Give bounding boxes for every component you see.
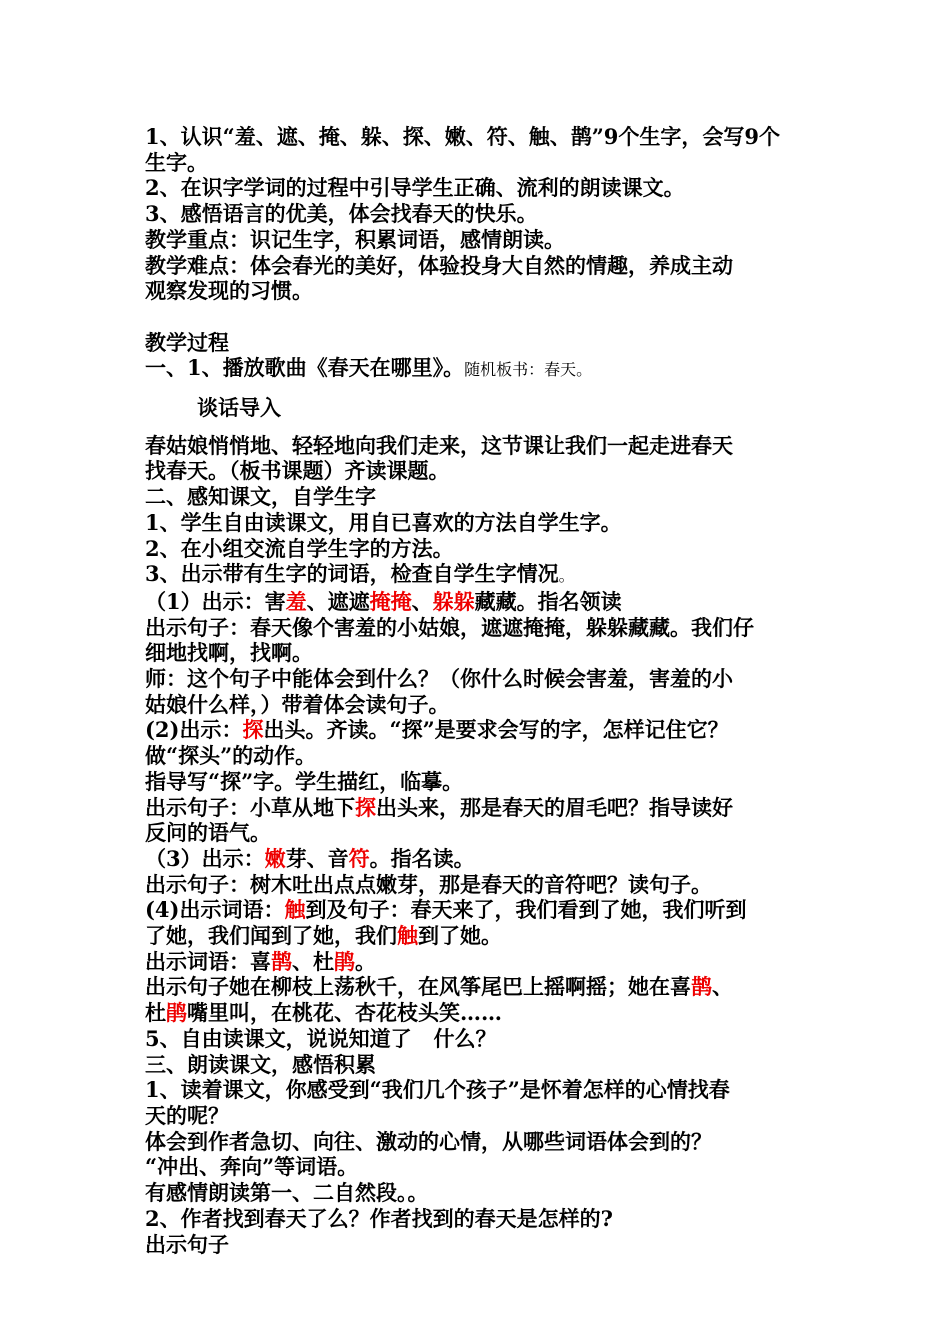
- s3-1-d: “冲出、奔向”等词语。: [145, 1154, 359, 1180]
- c4-b-line: [145, 923, 810, 949]
- c4-post: 到及句子：春天来了，我们看到了她，我们听到: [305, 897, 747, 923]
- c3-mid-1: 芽、音: [285, 845, 349, 871]
- s3-1-c: 体会到作者急切、向往、激动的心情，从哪些词语体会到的？: [145, 1128, 712, 1154]
- c1-red-2: 掩掩: [369, 588, 412, 614]
- c3-sentence: 出示句子：树木吐出点点嫩芽，那是春天的音符吧？读句子。: [145, 871, 712, 897]
- c5-pre: 出示词语：喜: [145, 948, 271, 974]
- c1-mid-1: 、遮遮: [306, 588, 370, 614]
- intro-a: 春姑娘悄悄地、轻轻地向我们走来，这节课让我们一起走进春天: [145, 432, 733, 458]
- c2-sentence-red: 探: [355, 794, 376, 820]
- blank-line: [145, 304, 810, 330]
- c4-line: [145, 897, 810, 923]
- c4-b-red: 触: [397, 923, 418, 949]
- c3-red-1: 嫩: [264, 845, 286, 871]
- c5-sentence-b-post: 嘴里叫，在桃花、杏花枝头笑……: [187, 1000, 502, 1026]
- c2-pre: (2)出示：: [145, 717, 243, 743]
- c1-line: [145, 589, 810, 615]
- c5-sentence-pre: 出示句子她在柳枝上荡秋千，在风筝尾巴上摇啊摇；她在喜: [145, 974, 691, 1000]
- c2-b: 做“探头”的动作。: [145, 743, 317, 769]
- s3-1-b: 天的呢？: [145, 1103, 229, 1128]
- lesson-plan-text: [145, 124, 810, 1257]
- step2-3-end: 。: [558, 566, 575, 586]
- difficulty-b: 观察发现的习惯。: [145, 278, 313, 304]
- intro-b: 找春天。（板书课题）齐读课题。: [145, 458, 450, 484]
- talk-intro: 谈话导入: [197, 395, 281, 421]
- c2-sentence-post: 出头来，那是春天的眉毛吧？指导读好: [376, 794, 733, 820]
- c5-post: 。: [355, 948, 376, 974]
- c4-pre: (4)出示词语：: [145, 897, 285, 923]
- process-title: 教学过程: [145, 329, 229, 355]
- c2-line: [145, 717, 810, 743]
- c1-red-1: 羞: [285, 588, 307, 614]
- c4-b-post: 到了她。: [418, 923, 502, 949]
- objective-1a: 1、认识“羞、遮、掩、躲、探、嫩、符、触、鹊”9个生字，会写9个: [145, 124, 780, 149]
- c5-sentence-red: 鹊: [691, 974, 712, 1000]
- c2-post: 出头。齐读。“探”是要求会写的字，怎样记住它？: [263, 717, 729, 743]
- s3-2-b: 出示句子: [145, 1231, 229, 1257]
- c3-red-2: 符: [348, 845, 370, 871]
- c2-red-1: 探: [242, 717, 264, 743]
- c5-sentence-b-red: 鹃: [166, 1000, 187, 1026]
- s3-2: 2、作者找到春天了么？作者找到的春天是怎样的?: [145, 1205, 613, 1231]
- c3-post: 。指名读。: [369, 845, 475, 871]
- step2-2: 2、在小组交流自学生字的方法。: [145, 535, 454, 561]
- step1-line: [145, 355, 810, 383]
- step2-3: [145, 561, 810, 589]
- c1-sentence-a: 出示句子：春天像个害羞的小姑娘，遮遮掩掩，躲躲藏藏。我们仔: [145, 614, 754, 640]
- step1-main: 一、1、播放歌曲《春天在哪里》。: [145, 355, 465, 381]
- c1-post: 藏藏。指名领读: [474, 588, 622, 614]
- c5-mid-1: 、杜: [292, 948, 334, 974]
- c3-line: [145, 846, 810, 872]
- c3-pre: （3）出示：: [145, 845, 265, 871]
- step2-3-main: 3、出示带有生字的词语，检查自学生字情况: [145, 561, 559, 587]
- c2-c: 指导写“探”字。学生描红，临摹。: [145, 768, 464, 794]
- key-points: 教学重点：识记生字，积累词语，感情朗读。: [145, 226, 565, 252]
- step1-note: 随机板书：春天。: [464, 360, 593, 380]
- difficulty-a: 教学难点：体会春光的美好，体验投身大自然的情趣，养成主动: [145, 252, 733, 278]
- c1-pre: （1）出示：害: [145, 588, 286, 614]
- objective-1b: 生字。: [145, 149, 208, 175]
- c1-mid-2: 、: [411, 588, 433, 614]
- c5-red-1: 鹊: [271, 948, 292, 974]
- s3-1-e: 有感情朗读第一、二自然段。。: [145, 1180, 429, 1206]
- spacer: [145, 383, 810, 395]
- c2-sentence-pre: 出示句子：小草从地下: [145, 794, 355, 820]
- teacher-b: 姑娘什么样，）带着体会读句子。: [145, 691, 450, 717]
- step2-title: 二、感知课文，自学生字: [145, 484, 376, 510]
- objective-3: 3、感悟语言的优美，体会找春天的快乐。: [145, 201, 538, 227]
- c5-red-2: 鹃: [334, 948, 355, 974]
- teacher-a: 师：这个句子中能体会到什么？（你什么时候会害羞，害羞的小: [145, 666, 733, 692]
- objective-2: 2、在识字学词的过程中引导学生正确、流利的朗读课文。: [145, 175, 685, 201]
- step2-5: 5、自由读课文，说说知道了 什么？: [145, 1025, 497, 1051]
- c2-sentence-b: 反问的语气。: [145, 820, 271, 846]
- c5-sentence-b: [145, 1000, 810, 1026]
- c4-b-pre: 了她，我们闻到了她，我们: [145, 923, 397, 949]
- c4-red-1: 触: [284, 897, 306, 923]
- step3-title: 三、朗读课文，感悟积累: [145, 1051, 376, 1077]
- c5-sentence-b-pre: 杜: [145, 1000, 166, 1026]
- c5-sentence: [145, 974, 810, 1000]
- c1-sentence-b: 细地找啊，找啊。: [145, 640, 313, 666]
- c5-line: [145, 949, 810, 975]
- c5-sentence-post: 、: [712, 974, 733, 1000]
- c2-sentence: [145, 795, 810, 821]
- s3-1-a: 1、读着课文，你感受到“我们几个孩子”是怀着怎样的心情找春: [145, 1077, 730, 1103]
- spacer: [145, 421, 810, 433]
- c1-red-3: 躲躲: [432, 588, 475, 614]
- step2-1: 1、学生自由读课文，用自已喜欢的方法自学生字。: [145, 509, 622, 535]
